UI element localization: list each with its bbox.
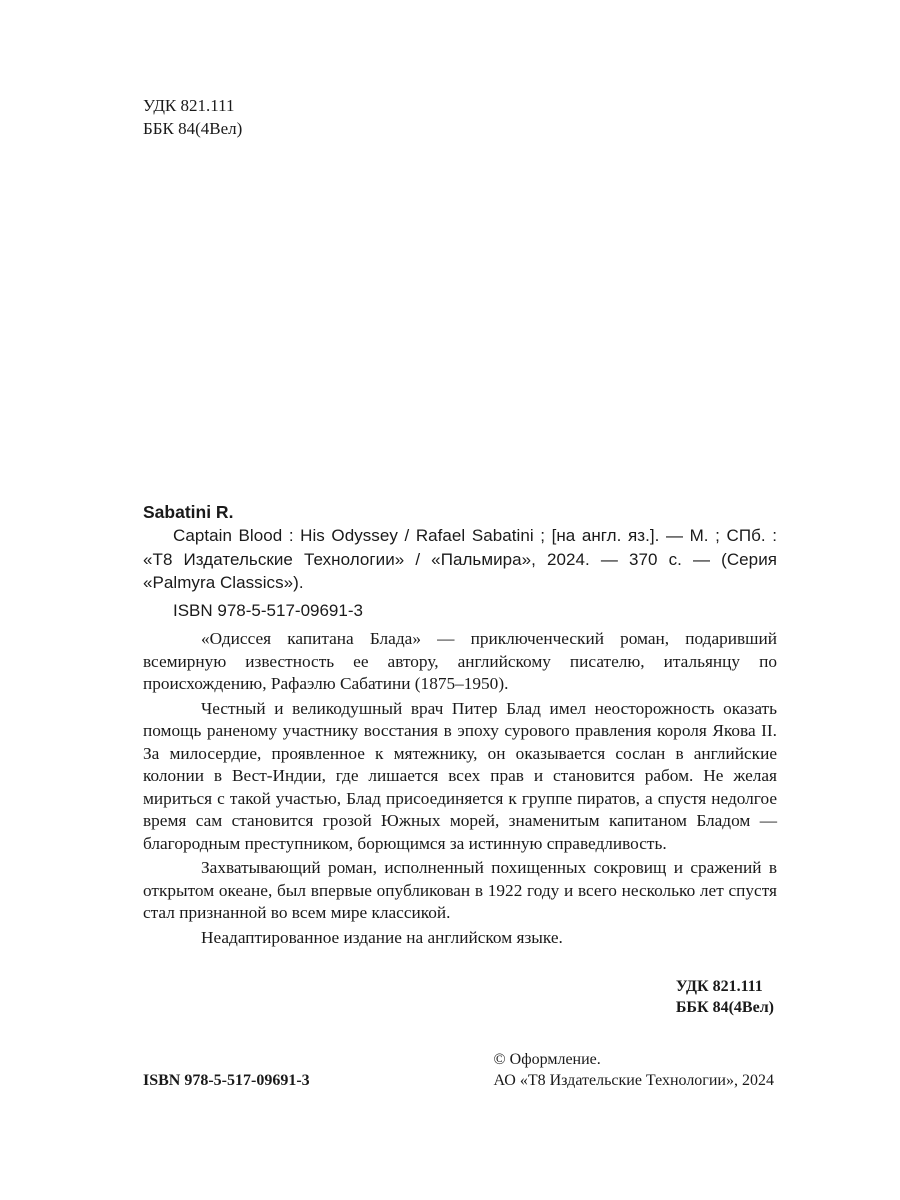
annotation-paragraph: «Одиссея капитана Блада» — приключенческий роман, подаривший всемирную известность ее автору, английскому писателю, итальянцу по происхождению, Рафаэлю Сабатини (1875–1950). xyxy=(143,629,777,693)
bbk-code: ББК 84(4Вел) xyxy=(143,119,243,138)
card-udk-code: УДК 821.111 xyxy=(675,978,763,995)
annotation-paragraph: Захватывающий роман, исполненный похищенных сокровищ и сражений в открытом океане, был впервые опубликован в 1922 году и всего несколько лет спустя стал признанной во всем мире классикой. xyxy=(143,858,777,922)
card-classification xyxy=(676,976,774,1018)
copyright-line-2: АО «Т8 Издательские Технологии», 2024 xyxy=(493,1072,774,1089)
card-isbn: ISBN 978-5-517-09691-3 xyxy=(173,600,363,620)
card-author: Sabatini R. xyxy=(143,502,234,522)
footer-isbn: ISBN 978-5-517-09691-3 xyxy=(143,1072,310,1089)
udk-code: УДК 821.111 xyxy=(143,96,235,115)
copyright-line-1: © Оформление. xyxy=(493,1051,601,1068)
catalog-card xyxy=(143,501,777,951)
bibliographic-description: Captain Blood : His Odyssey / Rafael Sabatini ; [на англ. яз.]. — М. ; СПб. : «Т8 Издательские Технологии» / «Пальмира», 2024. — 370 с. — (Серия «Palmyra Classics»). xyxy=(143,526,777,592)
card-bbk-code: ББК 84(4Вел) xyxy=(675,999,774,1016)
annotation xyxy=(143,628,777,949)
annotation-paragraph: Честный и великодушный врач Питер Блад имел неосторожность оказать помощь раненому участнику восстания в эпоху сурового правления короля Якова II. За милосердие, проявленное к мятежнику, он оказывается сослан в английские колонии в Вест-Индии, где лишается всех прав и становится рабом. Не желая мириться с такой участью, Блад присоединяется к группе пиратов, а спустя недолгое время сам становится грозой Южных морей, знаменитым капитаном Бладом — благородным преступником, борющимся за истинную справедливость. xyxy=(143,698,777,853)
copyright-notice xyxy=(494,1049,775,1091)
annotation-paragraph: Неадаптированное издание на английском языке. xyxy=(201,927,563,947)
top-classification xyxy=(143,94,242,140)
